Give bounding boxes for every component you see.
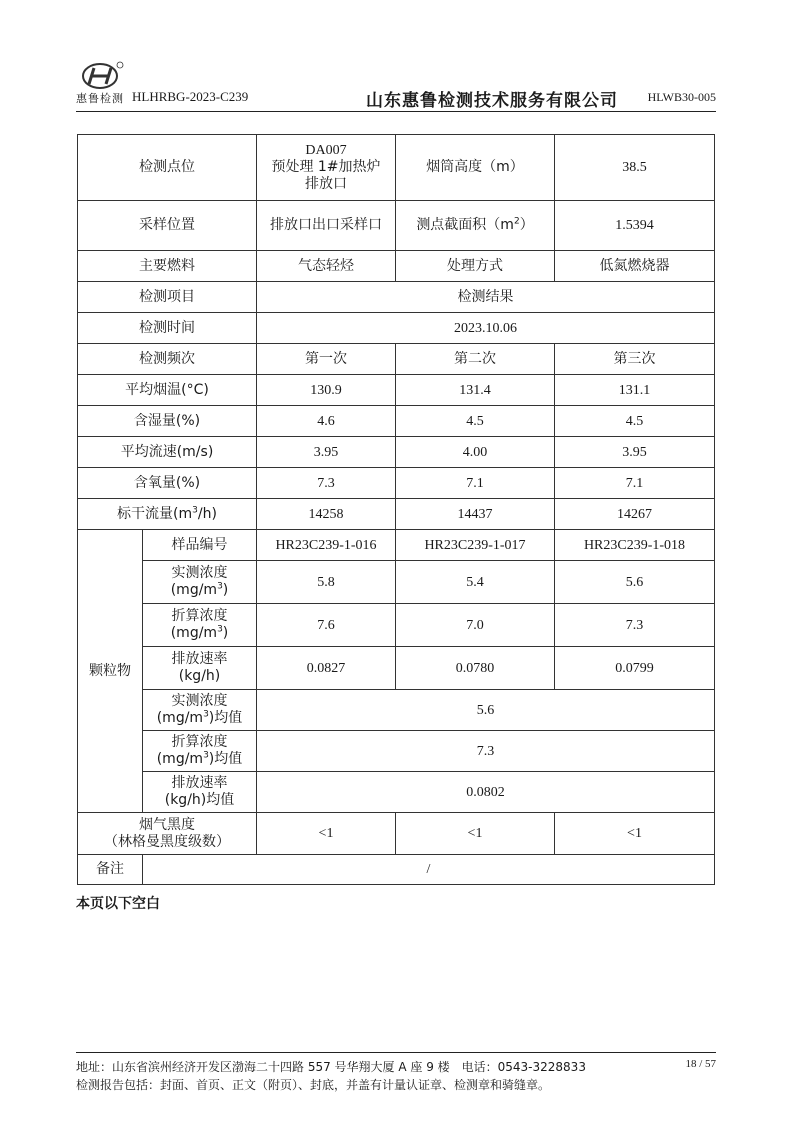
table-row [78,201,715,251]
cell-value: 第一次 [257,344,396,375]
cell-value: 低氮燃烧器 [555,251,715,282]
cell-label: 测点截面积$(m^2)$ [396,201,555,251]
cell-label: 含湿量(%) [78,406,257,437]
cell-label: 实测浓度 $(mg/m^3)$ [143,561,257,604]
footer-divider [76,1052,716,1053]
cell-value: 4.00 [396,437,555,468]
cell-value: 0.0802 [257,772,715,813]
table-row [78,604,715,647]
results-table [77,134,715,885]
table-row [78,731,715,772]
table-row [78,530,715,561]
cell-value: <1 [257,813,396,855]
cell-value: 7.1 [555,468,715,499]
cell-value: 2023.10.06 [257,313,715,344]
cell-value: <1 [396,813,555,855]
cell-value: 131.1 [555,375,715,406]
cell-label: 平均烟温(°C) [78,375,257,406]
table-row [78,690,715,731]
cell-value: / [143,855,715,885]
cell-value: HR23C239-1-017 [396,530,555,561]
form-number: HLWB30-005 [647,90,716,104]
cell-value: 5.6 [257,690,715,731]
cell-label: 检测时间 [78,313,257,344]
report-number: HLHRBG-2023-C239 [132,89,249,104]
point-name: 预处理 1#加热炉 [271,159,381,175]
table-row [78,813,715,855]
cell-value: 0.0799 [555,647,715,690]
cell-label: 检测点位 [78,135,257,201]
cell-value: 7.1 [396,468,555,499]
cell-value: 14437 [396,499,555,530]
cell-value: 131.4 [396,375,555,406]
blank-below-note: 本页以下空白 [76,896,160,912]
cell-value: 130.9 [257,375,396,406]
cell-value: 7.0 [396,604,555,647]
particulate-group-label: 颗粒物 [78,530,143,813]
table-row [78,251,715,282]
header-divider [76,111,716,112]
cell-label: 排放速率 (kg/h) [143,647,257,690]
table-row [78,437,715,468]
cell-value: 3.95 [555,437,715,468]
cell-value: 3.95 [257,437,396,468]
cell-value: 1.5394 [555,201,715,251]
cell-value: <1 [555,813,715,855]
table-row [78,647,715,690]
cell-label: 折算浓度 $(mg/m^3)$ [143,604,257,647]
table-row [78,313,715,344]
cell-value: 0.0827 [257,647,396,690]
cell-value: 4.5 [396,406,555,437]
cell-label: 折算浓度 $(mg/m^3)$均值 [143,731,257,772]
footer-includes: 检测报告包括：封面、首页、正文（附页）、封底，并盖有计量认证章、检测章和骑缝章。 [76,1078,551,1092]
cell-label: 烟气黑度 （林格曼黑度级数） [78,813,257,855]
cell-value: HR23C239-1-018 [555,530,715,561]
cell-label: 备注 [78,855,143,885]
company-name: 山东惠鲁检测技术服务有限公司 [366,91,618,111]
cell-label: 检测项目 [78,282,257,313]
cell-value: 4.5 [555,406,715,437]
cell-value: HR23C239-1-016 [257,530,396,561]
cell-label: 主要燃料 [78,251,257,282]
cell-value: 38.5 [555,135,715,201]
footer-address: 地址：山东省滨州经济开发区渤海二十四路 557 号华翔大厦 A 座 9 楼 电话：0543-3228833 [76,1060,586,1074]
cell-label: 排放速率 (kg/h)均值 [143,772,257,813]
page-number: 18 / 57 [685,1058,716,1070]
cell-value: 0.0780 [396,647,555,690]
table-row [78,344,715,375]
table-row [78,135,715,201]
cell-label: 含氧量(%) [78,468,257,499]
cell-label: 样品编号 [143,530,257,561]
cell-value: 检测结果 [257,282,715,313]
point-code: DA007 [305,143,347,158]
cell-value: 5.4 [396,561,555,604]
cell-value: 14267 [555,499,715,530]
cell-value: 第二次 [396,344,555,375]
table-row [78,375,715,406]
table-row [78,772,715,813]
table-row [78,499,715,530]
cell-value: 14258 [257,499,396,530]
point-outlet: 排放口 [305,176,347,192]
table-row [78,561,715,604]
cell-label: 实测浓度 $(mg/m^3)$均值 [143,690,257,731]
cell-value: 7.3 [257,468,396,499]
cell-point [257,135,396,201]
cell-label: 平均流速(m/s) [78,437,257,468]
table-row [78,468,715,499]
table-row [78,855,715,885]
cell-label: 采样位置 [78,201,257,251]
cell-label: 烟筒高度（m） [396,135,555,201]
cell-value: 气态轻烃 [257,251,396,282]
table-row [78,282,715,313]
cell-label: 处理方式 [396,251,555,282]
table-row [78,406,715,437]
page-header [76,52,716,112]
cell-value: 7.3 [555,604,715,647]
logo-text: 惠鲁检测 [76,92,124,105]
cell-value: 第三次 [555,344,715,375]
cell-value: 排放口出口采样口 [257,201,396,251]
cell-label: 标干流量$(m^3/h)$ [78,499,257,530]
cell-value: 7.6 [257,604,396,647]
cell-value: 5.8 [257,561,396,604]
cell-value: 5.6 [555,561,715,604]
cell-value: 4.6 [257,406,396,437]
cell-label: 检测频次 [78,344,257,375]
cell-value: 7.3 [257,731,715,772]
